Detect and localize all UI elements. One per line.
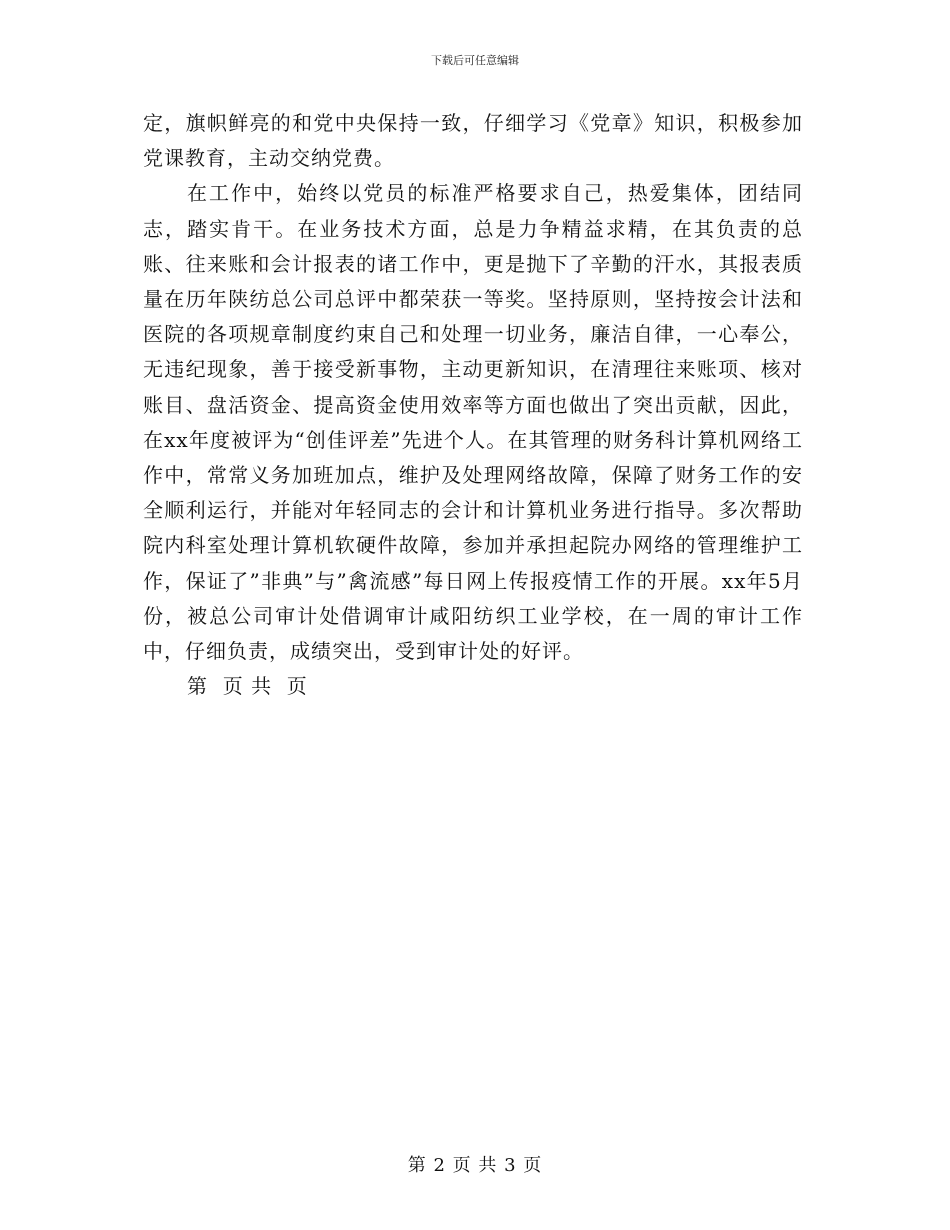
document-body bbox=[143, 106, 803, 704]
page-footer: 第 2 页 共 3 页 bbox=[407, 1155, 543, 1176]
page-number-placeholder: 第 页 共 页 bbox=[187, 674, 308, 699]
paragraph-work-summary: 在工作中，始终以党员的标准严格要求自己，热爱集体，团结同志，踏实肯干。在业务技术方面，总是力争精益求精，在其负责的总账、往来账和会计报表的诸工作中，更是抛下了辛勤的汗水，其报表质量在历年陕纺总公司总评中都荣获一等奖。坚持原则，坚持按会计法和医院的各项规章制度约束自己和处理一切业务，廉洁自律，一心奉公，无违纪现象，善于接受新事物，主动更新知识，在清理往来账项、核对账目、盘活资金、提高资金使用效率等方面也做出了突出贡献，因此，在xx年度被评为“创佳评差”先进个人。在其管理的财务科计算机网络工作中，常常义务加班加点，维护及处理网络故障，保障了财务工作的安全顺利运行，并能对年轻同志的会计和计算机业务进行指导。多次帮助院内科室处理计算机软硬件故障，参加并承担起院办网络的管理维护工作，保证了”非典”与”禽流感”每日网上传报疫情工作的开展。xx年5月份，被总公司审计处借调审计咸阳纺织工业学校，在一周的审计工作中，仔细负责，成绩突出，受到审计处的好评。 bbox=[143, 181, 803, 664]
paragraph-continuation: 定，旗帜鲜亮的和党中央保持一致，仔细学习《党章》知识，积极参加党课教育，主动交纳党费。 bbox=[143, 111, 803, 171]
page-header: 下载后可任意编辑 bbox=[431, 54, 519, 67]
